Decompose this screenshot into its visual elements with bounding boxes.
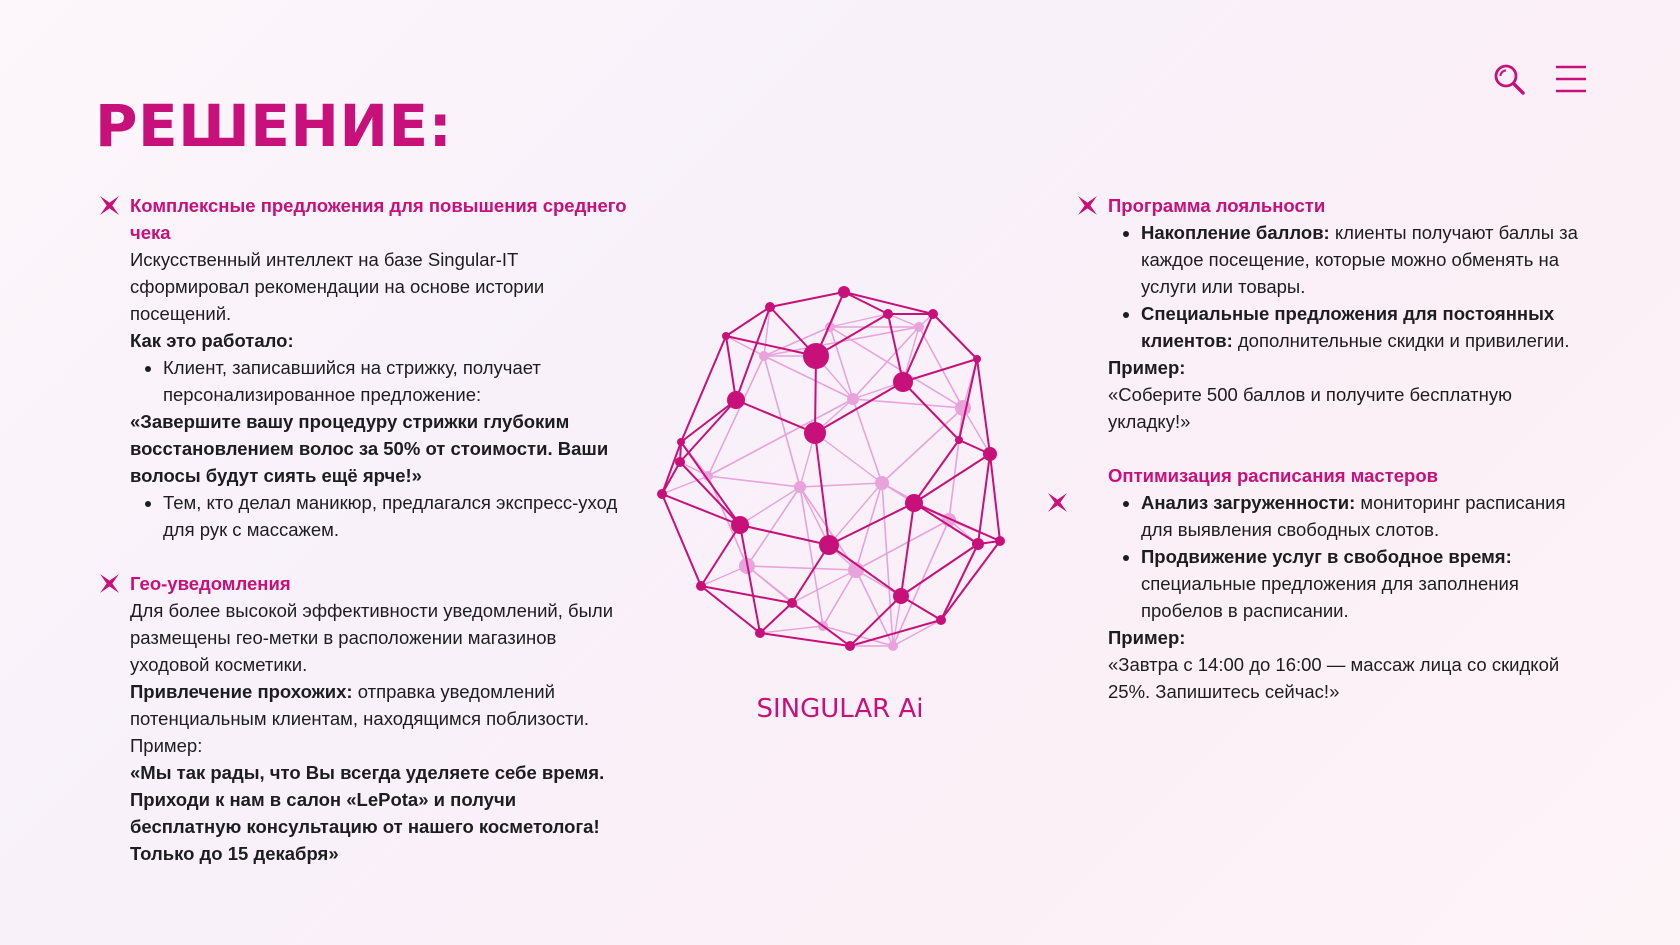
list-item-label: Накопление баллов: — [1141, 222, 1330, 243]
section-title-text: Гео-уведомления — [130, 573, 291, 594]
list-item: • Тем, кто делал маникюр, предлагался экспресс-уход для рук с массажем. — [163, 489, 630, 543]
offer-quote: «Завершите вашу процедуру стрижки глубоким восстановлением волос за 50% от стоимости. Ваши волосы будут сиять ещё ярче!» — [130, 411, 609, 486]
example-label: Пример: — [130, 735, 203, 756]
bullet-list — [1108, 489, 1588, 624]
list-item — [1141, 300, 1588, 354]
section-text: Для более высокой эффективности уведомлений, были размещены гео-метки в расположении магазинов уходовой косметики. — [130, 600, 614, 675]
bullet-list — [130, 489, 630, 543]
example-label: Пример: — [1108, 627, 1186, 648]
passersby-text: отправка уведомлений потенциальным клиентам, находящимся поблизости. — [130, 681, 590, 729]
page-title: РЕШЕНИЕ: — [95, 92, 453, 160]
search-icon[interactable] — [1492, 62, 1526, 96]
right-column — [1108, 192, 1588, 705]
top-toolbar — [1492, 62, 1588, 96]
star-bullet-icon — [100, 574, 119, 593]
list-item — [1141, 489, 1588, 543]
section-title-schedule — [1108, 462, 1588, 489]
list-item-label: Специальные предложения для постоянных клиентов: — [1141, 303, 1555, 351]
list-item-text: специальные предложения для заполнения пробелов в расписании. — [1141, 573, 1519, 621]
section-title-text: Комплексные предложения для повышения среднего чека — [130, 195, 627, 243]
list-item: • Клиент, записавшийся на стрижку, получает персонализированное предложение: — [163, 354, 630, 408]
passersby-paragraph — [130, 678, 630, 732]
list-item-text: мониторинг расписания для выявления свободных слотов. — [1141, 492, 1566, 540]
example-text: «Соберите 500 баллов и получите бесплатную укладку!» — [1108, 384, 1512, 432]
star-bullet-icon — [1078, 196, 1097, 215]
example-text: «Завтра с 14:00 до 16:00 — массаж лица со скидкой 25%. Запишитесь сейчас!» — [1108, 654, 1560, 702]
bullet-list — [130, 354, 630, 408]
star-bullet-icon — [100, 196, 119, 215]
star-bullet-icon — [1048, 493, 1067, 512]
bullet-list — [1108, 219, 1588, 354]
brand-label: SINGULAR Ai — [756, 694, 924, 724]
section-title-text: Программа лояльности — [1108, 195, 1326, 216]
left-column — [130, 192, 630, 867]
list-item-label: Продвижение услуг в свободное время: — [1141, 546, 1512, 567]
network-sphere-icon — [643, 276, 1033, 666]
menu-icon[interactable] — [1554, 62, 1588, 96]
example-label: Пример: — [1108, 357, 1186, 378]
section-title-geo — [130, 570, 630, 597]
list-item-text: клиенты получают баллы за каждое посещение, которые можно обменять на услуги или товары. — [1141, 222, 1578, 297]
section-title-loyalty — [1108, 192, 1588, 219]
section-title-bundles — [130, 192, 630, 246]
list-item — [1141, 543, 1588, 624]
passersby-label: Привлечение прохожих: — [130, 681, 353, 702]
section-text: Искусственный интеллект на базе Singular-IT сформировал рекомендации на основе истории посещений. — [130, 249, 545, 324]
list-item-label: Анализ загруженности: — [1141, 492, 1356, 513]
list-item — [1141, 219, 1588, 300]
example-quote: «Мы так рады, что Вы всегда уделяете себе время. Приходи к нам в салон «LePota» и получи бесплатную консультацию от нашего косметолога! Только до 15 декабря» — [130, 762, 605, 864]
section-title-text: Оптимизация расписания мастеров — [1108, 465, 1439, 486]
how-it-worked-label: Как это работало: — [130, 330, 294, 351]
network-sphere-illustration — [643, 276, 1033, 666]
list-item-text: дополнительные скидки и привилегии. — [1232, 330, 1570, 351]
